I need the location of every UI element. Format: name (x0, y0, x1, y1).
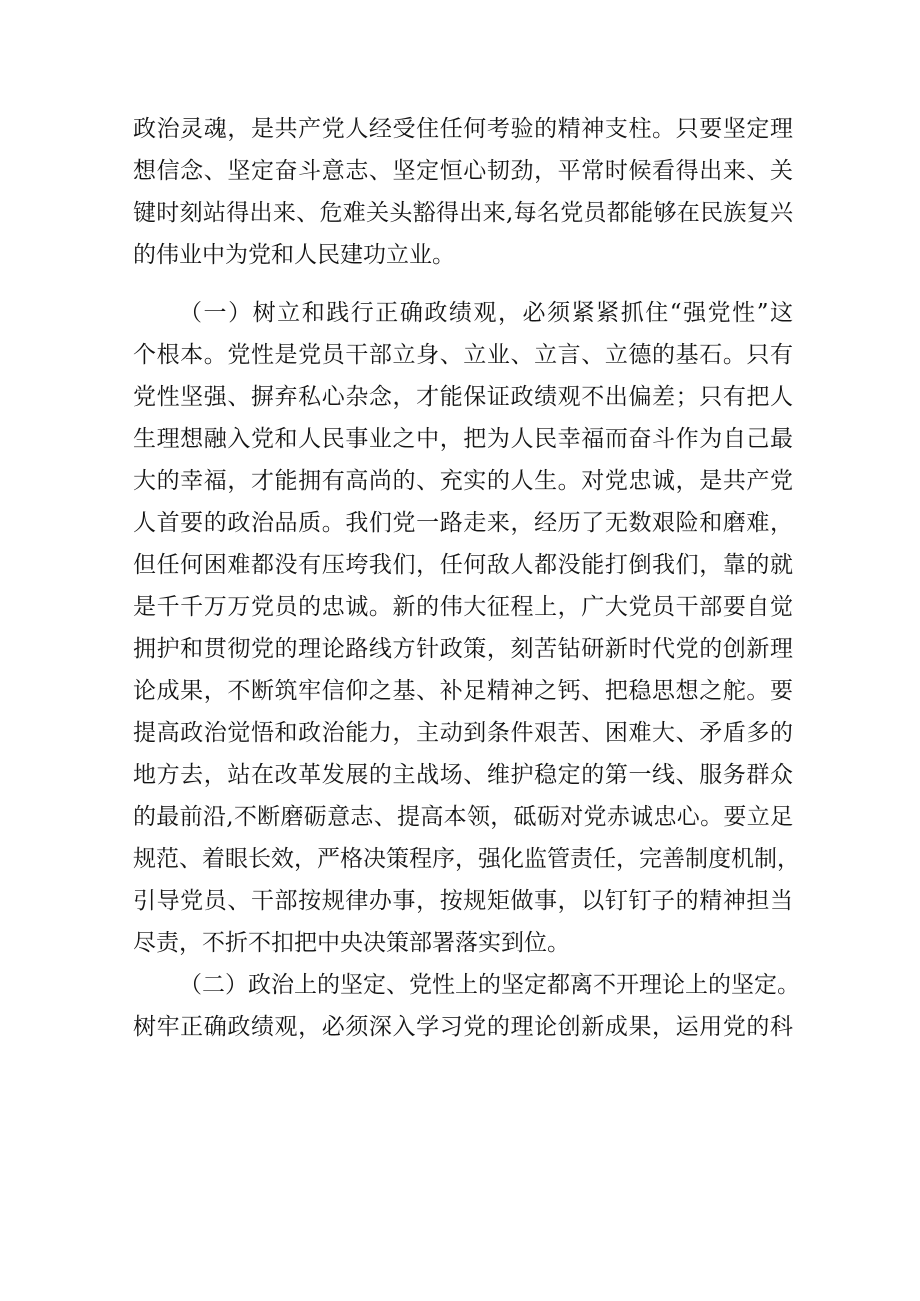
text-line: 拥护和贯彻党的理论路线方针政策，刻苦钻研新时代党的创新理 (133, 636, 793, 662)
paragraph-spacer (133, 276, 793, 292)
text-line: 个根本。党性是党员干部立身、立业、立言、立德的基石。只有 (133, 342, 793, 368)
text-line: 尽责，不折不扣把中央决策部署落实到位。 (133, 930, 570, 956)
text-line: 提高政治觉悟和政治能力，主动到条件艰苦、困难大、矛盾多的 (133, 720, 793, 746)
text-line: 的伟业中为党和人民建功立业。 (133, 242, 455, 268)
text-line: 政治灵魂，是共产党人经受住任何考验的精神支柱。只要坚定理 (133, 116, 793, 142)
text-line: 大的幸福，才能拥有高尚的、充实的人生。对党忠诚，是共产党 (133, 468, 793, 494)
paragraph-intro (133, 108, 793, 276)
text-line: 是千千万万党员的忠诚。新的伟大征程上，广大党员干部要自觉 (133, 594, 793, 620)
paragraph-two (133, 964, 800, 1048)
text-line: 党性坚强、摒弃私心杂念，才能保证政绩观不出偏差；只有把人 (133, 384, 793, 410)
text-line: （一）树立和践行正确政绩观，必须紧紧抓住“强党性”这 (179, 300, 793, 326)
text-line: 的最前沿,不断磨砺意志、提高本领，砥砺对党赤诚忠心。要立足 (133, 804, 793, 830)
text-line: （二）政治上的坚定、党性上的坚定都离不开理论上的坚定。 (179, 972, 800, 998)
text-line: 论成果，不断筑牢信仰之基、补足精神之钙、把稳思想之舵。要 (133, 678, 793, 704)
text-line: 但任何困难都没有压垮我们，任何敌人都没能打倒我们，靠的就 (133, 552, 793, 578)
text-line: 生理想融入党和人民事业之中，把为人民幸福而奋斗作为自己最 (133, 426, 793, 452)
text-line: 引导党员、干部按规律办事，按规矩做事，以钉钉子的精神担当 (133, 888, 793, 914)
text-line: 人首要的政治品质。我们党一路走来，经历了无数艰险和磨难， (133, 510, 793, 536)
text-line: 键时刻站得出来、危难关头豁得出来,每名党员都能够在民族复兴 (133, 200, 793, 226)
text-line: 想信念、坚定奋斗意志、坚定恒心韧劲，平常时候看得出来、关 (133, 158, 793, 184)
document-body (133, 108, 800, 1048)
paragraph-one (133, 292, 800, 964)
text-line: 规范、着眼长效，严格决策程序，强化监管责任，完善制度机制， (133, 846, 800, 872)
text-line: 地方去，站在改革发展的主战场、维护稳定的第一线、服务群众 (133, 762, 793, 788)
text-line: 树牢正确政绩观，必须深入学习党的理论创新成果，运用党的科 (133, 1014, 793, 1040)
